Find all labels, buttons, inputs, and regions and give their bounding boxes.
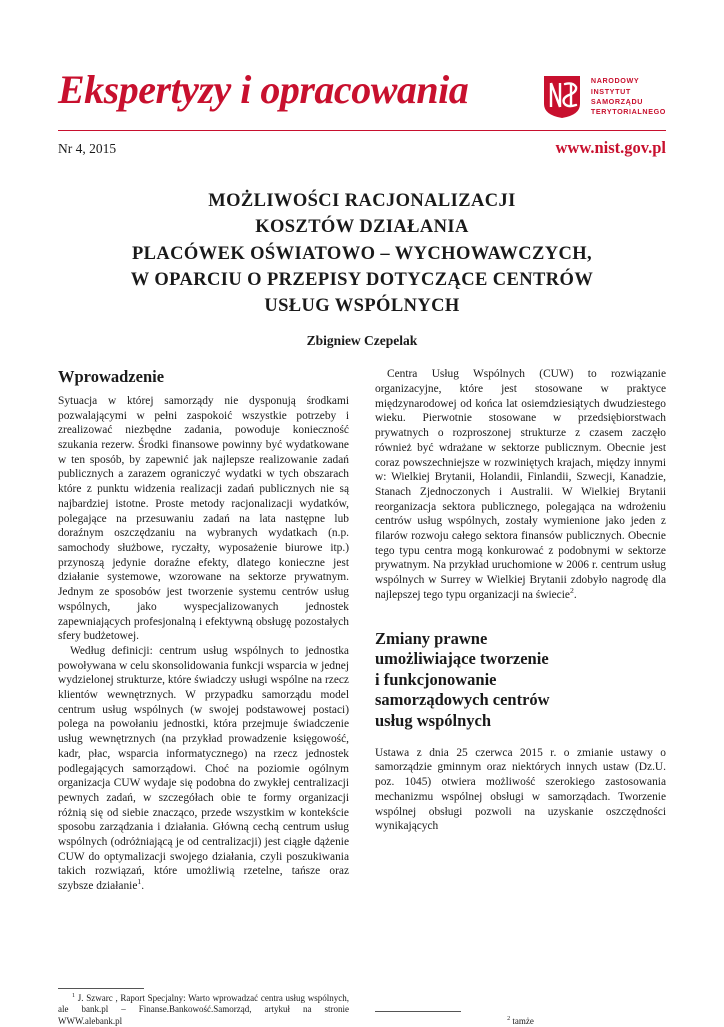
logo-line-1: NARODOWY bbox=[590, 76, 640, 86]
footnote bbox=[375, 1016, 666, 1027]
issue-row bbox=[58, 138, 666, 158]
heading-line: usług wspólnych bbox=[375, 711, 492, 731]
footnote-ref[interactable]: 2 bbox=[569, 586, 574, 596]
nist-logo-text bbox=[591, 76, 666, 118]
footnote-divider bbox=[375, 1011, 461, 1012]
footnote-ref[interactable]: 1 bbox=[137, 877, 142, 887]
footnote bbox=[58, 993, 349, 1027]
heading-line: samorządowych centrów bbox=[375, 690, 550, 710]
body-columns bbox=[58, 367, 666, 1027]
footnote-text: tamże bbox=[512, 1015, 534, 1026]
left-column bbox=[58, 367, 349, 1027]
paragraph-tail: . bbox=[573, 588, 577, 601]
section-heading-wprowadzenie: Wprowadzenie bbox=[58, 367, 165, 387]
footnote-divider bbox=[58, 988, 144, 989]
paragraph bbox=[375, 367, 666, 602]
paragraph bbox=[58, 644, 349, 894]
website-url[interactable]: www.nist.gov.pl bbox=[555, 138, 666, 157]
logo-line-4: TERYTORIALNEGO bbox=[590, 107, 666, 117]
article-title-line: USŁUG WSPÓLNYCH bbox=[264, 296, 460, 317]
masthead-divider bbox=[58, 130, 666, 131]
heading-line: umożliwiające tworzenie bbox=[375, 649, 549, 669]
heading-line: Zmiany prawne bbox=[375, 628, 488, 648]
left-footnote-area bbox=[58, 988, 349, 1027]
article-title-line: MOŻLIWOŚCI RACJONALIZACJI bbox=[208, 191, 516, 211]
logo-line-3: SAMORZĄDU bbox=[590, 97, 644, 106]
paragraph: Sytuacja w której samorządy nie dysponują środkami pozwalającymi w pełni zaspokoić wszystkie potrzeby i zrealizować niezbędne zadania, powoduje konieczność szukania rezerw. Środki finansowe powinny być wydatkowane w ten sposób, by zapewnić jak najlepsze realizowanie zadań publicznych a zarazem ograniczyć wydatki w tych obszarach które z punktu widzenia realizacji zadań publicznych nie są najbardziej istotne. Proste metody racjonalizacji wydatków, polegające na przesuwaniu zadań na lata następne lub doraźnym oszczędzaniu na wybranych wydatkach (n.p. samochody służbowe, ryczałty, wyposażenie biurowe itp.) przynoszą jedynie doraźne efekty, dlatego konieczne jest działanie systemowe, wzorowane na sektorze prywatnym. Jednym ze sposobów jest tworzenie systemu centrów usług wspólnych, jako wyspecjalizowanych jednostek zapewniających profesjonalną i efektywną obsługę pozostałych sfery budżetowej. bbox=[58, 394, 349, 643]
article-title-line: PLACÓWEK OŚWIATOWO – WYCHOWAWCZYCH, bbox=[131, 243, 593, 264]
paragraph-text: Według definicji: centrum usług wspólnych to jednostka powoływana w celu skonsolidowania funkcji wsparcia w jednej wydzielonej strukturze, które świadczy usługi wspólne na rzecz klientów wewnętrznych. W przypadku samorządu model centrum usług wspólnych (w swojej podstawowej postaci) polega na powołaniu jednostki, która przejmuje świadczenie usług wewnętrznych (na przykład prowadzenie księgowość, kadr, płac, wsparcia informatycznego) na rzecz jednostek podlegających samorządowi. Choć na poziomie ogólnym organizacja CUW wydaje się podobna do zwykłej centralizacji pewnych zadań, w szczegółach obie te formy organizacji różnią się od siebie znacząco, przede wszystkim w kontekście sposobu zarządzania i działania. Główną cechą centrum usług wspólnych (odróżniającą je od centralizacji) jest ciągłe dążenie CUW do optymalizacji swojego działania, czyli poszukiwania takich rozwiązań, które umożliwią rzetelne, tańsze oraz szybsze działanie bbox=[58, 644, 349, 893]
footnote-marker: 2 bbox=[507, 1015, 511, 1022]
issue-number: Nr 4, 2015 bbox=[58, 141, 117, 156]
spacer bbox=[375, 738, 666, 746]
paragraph-tail: . bbox=[141, 880, 145, 893]
masthead bbox=[58, 0, 666, 120]
nist-logo-mark bbox=[540, 74, 584, 120]
section-heading-zmiany-prawne bbox=[375, 629, 666, 732]
paragraph: Ustawa z dnia 25 czerwca 2015 r. o zmianie ustawy o samorządzie gminnym oraz niektórych innych ustaw (Dz.U. poz. 1045) otwiera możliwość szerokiego zastosowania mechanizmu wspólnej obsługi w samorządach. Tworzenie wspólnej obsługi pozwoli na uzyskanie oszczędności wynikających bbox=[375, 746, 666, 833]
right-footnote-area bbox=[375, 1011, 666, 1027]
logo-line-2: INSTYTUT bbox=[590, 86, 631, 96]
publication-title: Ekspertyzy i opracowania bbox=[58, 67, 469, 112]
nist-logo bbox=[540, 74, 666, 120]
paragraph-text: Centra Usług Wspólnych (CUW) to rozwiązanie organizacyjne, które jest stosowane w praktyce międzynarodowej od końca lat osiemdziesiątych dwudziestego wieku. Pierwotnie stosowane w przedsiębiorstwach prywatnych o rozproszonej strukturze z czasem zaczęło również być wdrażane w sektorze publicznym. Obecnie jest coraz powszechniejsze w rozwiniętych krajach, między innymi w: Wielkiej Brytanii, Holandii, Finlandii, Szwecji, Kanadzie, Stanach Zjednoczonych i Australii. W Wielkiej Brytanii reorganizacja sektora publicznego, polegająca na wdrożeniu centrów usług wspólnych, zostały wymienione jako jeden z filarów rozwoju całego sektora finansów publicznych. Obecnie tego typu centra mogą konkurować z podobnymi w sektorze prywatnym. Na przykład uruchomione w 2006 r. centrum usług wspólnych w Surrey w Wielkiej Brytanii zdobyło nagrodę dla najlepszej tego typu organizacji na świecie bbox=[375, 368, 666, 601]
footnote-marker: 1 bbox=[72, 992, 76, 999]
footnote-text: J. Szwarc , Raport Specjalny: Warto wprowadzać centra usług wspólnych, ale bank.pl – Finanse.Bankowość.Samorząd, artykuł na stronie WWW.alebank.pl bbox=[58, 992, 349, 1026]
article-title-line: W OPARCIU O PRZEPISY DOTYCZĄCE CENTRÓW bbox=[130, 269, 594, 290]
article-title-line: KOSZTÓW DZIAŁANIA bbox=[255, 217, 469, 238]
spacer bbox=[375, 603, 666, 629]
article-title bbox=[58, 188, 666, 319]
heading-line: i funkcjonowanie bbox=[375, 669, 497, 689]
article-author: Zbigniew Czepelak bbox=[306, 333, 418, 349]
right-column bbox=[375, 367, 666, 1027]
